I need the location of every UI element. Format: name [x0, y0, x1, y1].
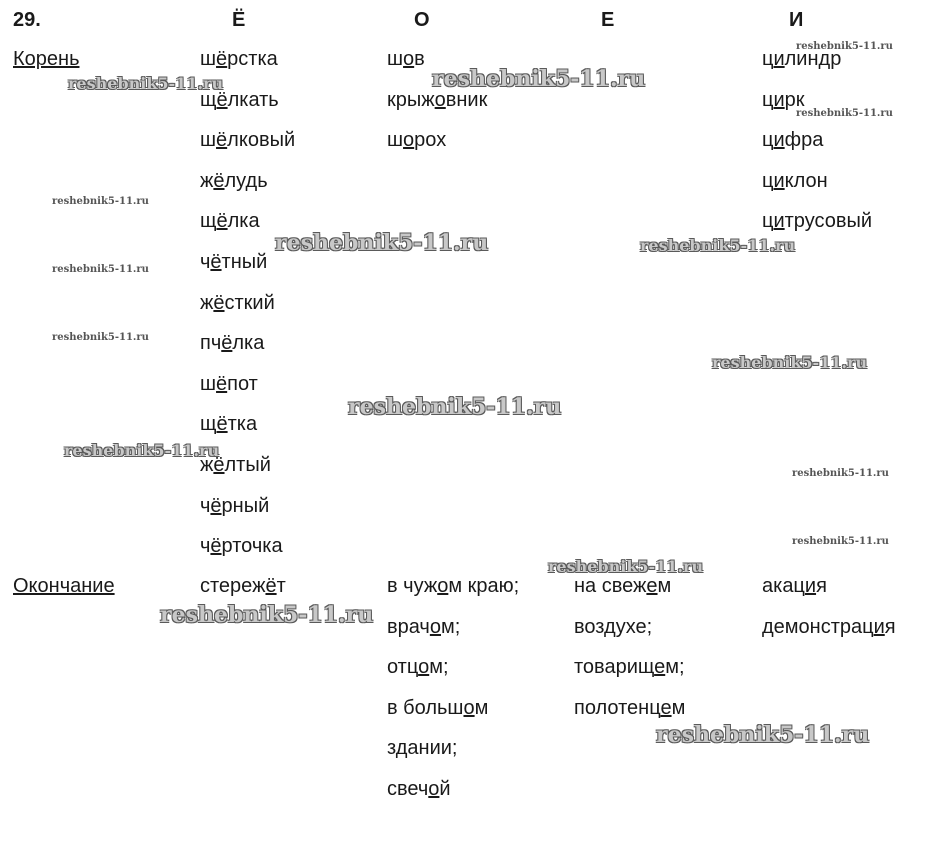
word-entry [200, 574, 286, 598]
word-part: на свеж [574, 575, 647, 597]
underlined-letter: о [434, 89, 446, 111]
word-part: т [276, 575, 286, 597]
underlined-letter: ё [210, 495, 222, 517]
word-part: фра [784, 129, 824, 151]
word-part: пч [200, 332, 222, 354]
watermark: reshebnik5-11.ru [68, 74, 224, 93]
word-entry [574, 655, 685, 679]
column-header-e: Е [601, 9, 615, 31]
word-part: в чуж [387, 575, 438, 597]
word-entry [200, 494, 269, 518]
word-entry [200, 331, 264, 355]
underlined-letter: ё [221, 332, 233, 354]
word-entry [387, 655, 449, 679]
word-part: демонстрац [762, 616, 874, 638]
word-part: рстка [227, 48, 278, 70]
underlined-letter: ё [216, 373, 228, 395]
word-part: ш [387, 129, 404, 151]
word-part: тка [227, 413, 258, 435]
underlined-letter: ё [216, 48, 228, 70]
underlined-letter: е [646, 575, 658, 597]
underlined-letter: и [804, 575, 817, 597]
underlined-letter: о [437, 575, 449, 597]
word-entry [762, 169, 828, 193]
word-part: лковый [227, 129, 296, 151]
watermark: reshebnik5-11.ru [796, 108, 893, 119]
word-entry [762, 615, 896, 639]
watermark: reshebnik5-11.ru [712, 353, 868, 372]
row-label-okonchanie: Окончание [13, 575, 115, 597]
word-part: трусовый [784, 210, 872, 232]
word-part: я [884, 616, 896, 638]
word-part: м [671, 697, 686, 719]
underlined-letter: о [463, 697, 475, 719]
word-entry [387, 128, 446, 152]
column-header-o: О [414, 9, 430, 31]
underlined-letter: о [403, 48, 415, 70]
watermark: reshebnik5-11.ru [52, 196, 149, 207]
watermark: reshebnik5-11.ru [796, 41, 893, 52]
word-entry [200, 169, 268, 193]
word-part: ш [200, 48, 217, 70]
word-part: ц [762, 210, 774, 232]
word-part: я [816, 575, 827, 597]
watermark: reshebnik5-11.ru [52, 332, 149, 343]
word-part: щ [200, 210, 217, 232]
underlined-letter: о [428, 778, 440, 800]
underlined-letter: ё [216, 129, 228, 151]
word-part: полотенц [574, 697, 661, 719]
word-part: пот [227, 373, 258, 395]
word-entry [200, 412, 257, 436]
underlined-letter: о [403, 129, 415, 151]
word-entry [200, 250, 267, 274]
word-part: щ [200, 89, 217, 111]
word-entry [387, 736, 457, 760]
word-part: рк [784, 89, 805, 111]
watermark: reshebnik5-11.ru [160, 602, 374, 628]
word-part: лкать [227, 89, 279, 111]
word-part: ж [200, 292, 214, 314]
word-part: ц [762, 89, 774, 111]
watermark: reshebnik5-11.ru [640, 236, 796, 255]
word-entry [574, 615, 652, 639]
word-entry [200, 128, 295, 152]
exercise-number: 29. [13, 9, 41, 31]
underlined-letter: и [873, 616, 885, 638]
word-part: лка [227, 210, 260, 232]
word-part: щ [200, 413, 217, 435]
word-part: линдр [784, 48, 842, 70]
word-part: врач [387, 616, 430, 638]
word-entry [387, 696, 488, 720]
underlined-letter: ё [216, 89, 228, 111]
word-part: тный [221, 251, 268, 273]
word-entry [200, 534, 283, 558]
word-entry [387, 777, 451, 801]
word-part: м; [665, 656, 685, 678]
word-part: ж [200, 454, 214, 476]
word-part: здании; [387, 737, 458, 759]
word-entry [387, 47, 425, 71]
row-label-koren: Корень [13, 48, 80, 70]
word-part: рточка [221, 535, 283, 557]
word-part: рох [414, 129, 447, 151]
word-entry [200, 372, 258, 396]
word-part: воздухе; [574, 616, 653, 638]
word-entry [762, 128, 823, 152]
word-entry [387, 574, 519, 598]
word-entry [387, 615, 460, 639]
underlined-letter: и [773, 129, 785, 151]
word-part: м краю; [448, 575, 520, 597]
word-entry [200, 47, 278, 71]
underlined-letter: ё [213, 454, 225, 476]
underlined-letter: ё [216, 210, 228, 232]
word-part: отц [387, 656, 419, 678]
word-part: свеч [387, 778, 429, 800]
word-entry [200, 209, 260, 233]
word-part: ч [200, 535, 211, 557]
underlined-letter: и [773, 89, 785, 111]
watermark: reshebnik5-11.ru [348, 394, 562, 420]
underlined-letter: и [773, 170, 785, 192]
word-entry [200, 291, 275, 315]
word-part: стереж [200, 575, 266, 597]
underlined-letter: е [660, 697, 672, 719]
word-part: клон [784, 170, 828, 192]
watermark: reshebnik5-11.ru [64, 441, 220, 460]
word-part: ч [200, 251, 211, 273]
underlined-letter: ё [213, 170, 225, 192]
word-part: ш [200, 129, 217, 151]
underlined-letter: ё [210, 251, 222, 273]
word-part: лка [232, 332, 265, 354]
watermark: reshebnik5-11.ru [275, 230, 489, 256]
word-entry [574, 696, 685, 720]
underlined-letter: ё [213, 292, 225, 314]
word-entry [574, 574, 671, 598]
column-header-yo: Ё [232, 9, 246, 31]
underlined-letter: о [418, 656, 430, 678]
word-part: вник [445, 89, 488, 111]
underlined-letter: ё [210, 535, 222, 557]
underlined-letter: и [773, 210, 785, 232]
watermark: reshebnik5-11.ru [548, 557, 704, 576]
column-header-i: И [789, 9, 804, 31]
word-part: ц [762, 48, 774, 70]
word-part: в [414, 48, 425, 70]
word-part: ц [762, 129, 774, 151]
word-part: ш [387, 48, 404, 70]
underlined-letter: е [654, 656, 666, 678]
word-part: м; [429, 656, 449, 678]
word-part: й [439, 778, 451, 800]
word-entry [762, 574, 827, 598]
word-part: м [474, 697, 489, 719]
word-part: ж [200, 170, 214, 192]
word-part: ч [200, 495, 211, 517]
word-part: сткий [224, 292, 275, 314]
word-part: товарищ [574, 656, 655, 678]
watermark: reshebnik5-11.ru [792, 468, 889, 479]
underlined-letter: и [773, 48, 785, 70]
watermark: reshebnik5-11.ru [656, 722, 870, 748]
word-part: ц [762, 170, 774, 192]
word-entry [762, 209, 872, 233]
watermark: reshebnik5-11.ru [52, 264, 149, 275]
word-part: м [657, 575, 672, 597]
word-part: лтый [224, 454, 271, 476]
word-part: акац [762, 575, 805, 597]
underlined-letter: ё [216, 413, 228, 435]
watermark: reshebnik5-11.ru [432, 66, 646, 92]
word-part: ш [200, 373, 217, 395]
word-part: крыж [387, 89, 435, 111]
word-part: м; [440, 616, 461, 638]
word-part: в больш [387, 697, 464, 719]
underlined-letter: ё [265, 575, 277, 597]
watermark: reshebnik5-11.ru [792, 536, 889, 547]
word-part: рный [221, 495, 270, 517]
word-part: лудь [224, 170, 268, 192]
underlined-letter: о [429, 616, 441, 638]
